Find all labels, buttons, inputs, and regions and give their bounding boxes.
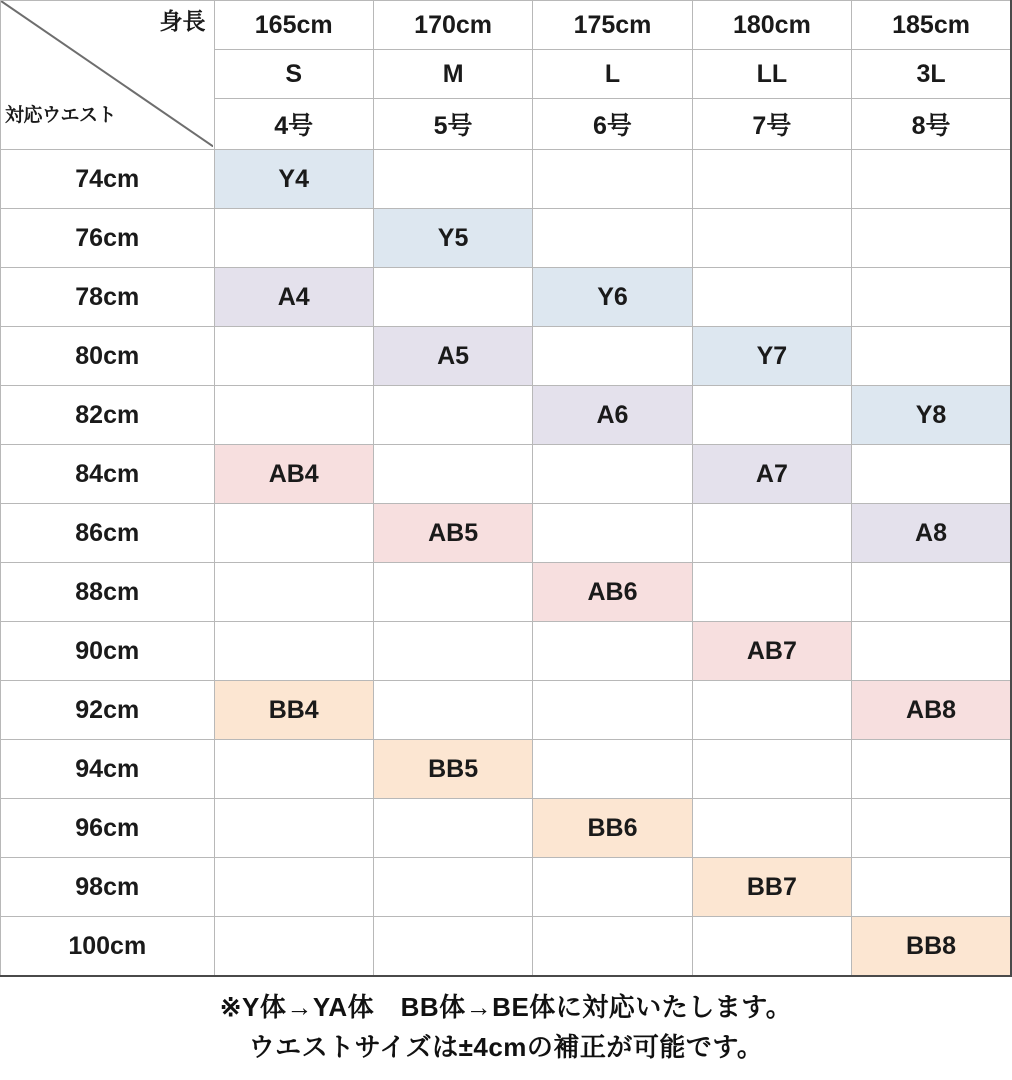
size-cell: BB7: [692, 858, 851, 917]
header-alpha-0: S: [214, 50, 373, 99]
empty-cell: [214, 209, 373, 268]
empty-cell: [692, 209, 851, 268]
empty-cell: [373, 622, 532, 681]
row-header-waist: 76cm: [1, 209, 215, 268]
empty-cell: [373, 563, 532, 622]
empty-cell: [852, 150, 1011, 209]
empty-cell: [373, 917, 532, 977]
table-row: [1, 799, 1012, 858]
corner-label-waist: 対応ウエスト: [5, 105, 117, 126]
corner-axis-cell: [1, 1, 215, 150]
table-row: [1, 209, 1012, 268]
empty-cell: [852, 858, 1011, 917]
note-line-1: ウエストサイズは±4cmの補正が可能です。: [248, 1032, 764, 1063]
empty-cell: [533, 622, 692, 681]
header-alpha-1: M: [373, 50, 532, 99]
empty-cell: [852, 563, 1011, 622]
empty-cell: [533, 917, 692, 977]
empty-cell: [533, 740, 692, 799]
empty-cell: [852, 209, 1011, 268]
empty-cell: [692, 504, 851, 563]
empty-cell: [852, 327, 1011, 386]
header-jp-0: 4号: [214, 99, 373, 150]
size-cell: Y4: [214, 150, 373, 209]
table-row-header-height: [1, 1, 1012, 50]
table-row: [1, 681, 1012, 740]
row-header-waist: 98cm: [1, 858, 215, 917]
empty-cell: [533, 327, 692, 386]
table-row: [1, 327, 1012, 386]
empty-cell: [214, 740, 373, 799]
notes-block: [0, 987, 1012, 1068]
size-cell: BB4: [214, 681, 373, 740]
row-header-waist: 90cm: [1, 622, 215, 681]
empty-cell: [214, 504, 373, 563]
size-cell: A5: [373, 327, 532, 386]
empty-cell: [214, 799, 373, 858]
header-jp-3: 7号: [692, 99, 851, 150]
table-row: [1, 268, 1012, 327]
row-header-waist: 86cm: [1, 504, 215, 563]
header-jp-2: 6号: [533, 99, 692, 150]
table-row: [1, 622, 1012, 681]
row-header-waist: 100cm: [1, 917, 215, 977]
empty-cell: [533, 858, 692, 917]
empty-cell: [692, 386, 851, 445]
table-row: [1, 150, 1012, 209]
table-row: [1, 563, 1012, 622]
note-line-0: ※Y体→YA体 BB体→BE体に対応いたします。: [219, 992, 793, 1022]
table-row: [1, 504, 1012, 563]
header-alpha-4: 3L: [852, 50, 1011, 99]
row-header-waist: 78cm: [1, 268, 215, 327]
empty-cell: [214, 327, 373, 386]
empty-cell: [373, 445, 532, 504]
header-height-4: 185cm: [852, 1, 1011, 50]
table-row: [1, 740, 1012, 799]
empty-cell: [692, 917, 851, 977]
empty-cell: [533, 681, 692, 740]
size-cell: BB5: [373, 740, 532, 799]
table-row: [1, 858, 1012, 917]
size-cell: A6: [533, 386, 692, 445]
size-cell: A4: [214, 268, 373, 327]
empty-cell: [214, 386, 373, 445]
table-row: [1, 445, 1012, 504]
row-header-waist: 96cm: [1, 799, 215, 858]
row-header-waist: 84cm: [1, 445, 215, 504]
size-cell: Y5: [373, 209, 532, 268]
size-cell: AB4: [214, 445, 373, 504]
size-cell: AB7: [692, 622, 851, 681]
empty-cell: [373, 799, 532, 858]
corner-label-height: 身長: [159, 8, 206, 34]
header-height-3: 180cm: [692, 1, 851, 50]
table-row: [1, 386, 1012, 445]
empty-cell: [852, 799, 1011, 858]
header-height-1: 170cm: [373, 1, 532, 50]
empty-cell: [373, 386, 532, 445]
empty-cell: [373, 681, 532, 740]
size-cell: AB8: [852, 681, 1011, 740]
empty-cell: [373, 150, 532, 209]
empty-cell: [852, 622, 1011, 681]
empty-cell: [533, 209, 692, 268]
empty-cell: [373, 268, 532, 327]
empty-cell: [533, 150, 692, 209]
size-cell: Y7: [692, 327, 851, 386]
size-cell: AB6: [533, 563, 692, 622]
empty-cell: [533, 445, 692, 504]
header-alpha-3: LL: [692, 50, 851, 99]
empty-cell: [692, 740, 851, 799]
empty-cell: [852, 740, 1011, 799]
header-height-2: 175cm: [533, 1, 692, 50]
row-header-waist: 94cm: [1, 740, 215, 799]
empty-cell: [852, 445, 1011, 504]
row-header-waist: 74cm: [1, 150, 215, 209]
table-row: [1, 917, 1012, 977]
row-header-waist: 88cm: [1, 563, 215, 622]
empty-cell: [373, 858, 532, 917]
empty-cell: [692, 563, 851, 622]
size-cell: BB6: [533, 799, 692, 858]
header-height-0: 165cm: [214, 1, 373, 50]
size-cell: Y6: [533, 268, 692, 327]
row-header-waist: 80cm: [1, 327, 215, 386]
empty-cell: [214, 917, 373, 977]
header-jp-1: 5号: [373, 99, 532, 150]
empty-cell: [692, 268, 851, 327]
size-cell: BB8: [852, 917, 1011, 977]
size-cell: AB5: [373, 504, 532, 563]
header-alpha-2: L: [533, 50, 692, 99]
header-jp-4: 8号: [852, 99, 1011, 150]
empty-cell: [692, 799, 851, 858]
empty-cell: [214, 563, 373, 622]
size-cell: A7: [692, 445, 851, 504]
empty-cell: [214, 622, 373, 681]
size-cell: A8: [852, 504, 1011, 563]
row-header-waist: 92cm: [1, 681, 215, 740]
empty-cell: [692, 150, 851, 209]
empty-cell: [214, 858, 373, 917]
size-cell: Y8: [852, 386, 1011, 445]
empty-cell: [852, 268, 1011, 327]
empty-cell: [692, 681, 851, 740]
row-header-waist: 82cm: [1, 386, 215, 445]
table-body: [1, 1, 1012, 977]
empty-cell: [533, 504, 692, 563]
